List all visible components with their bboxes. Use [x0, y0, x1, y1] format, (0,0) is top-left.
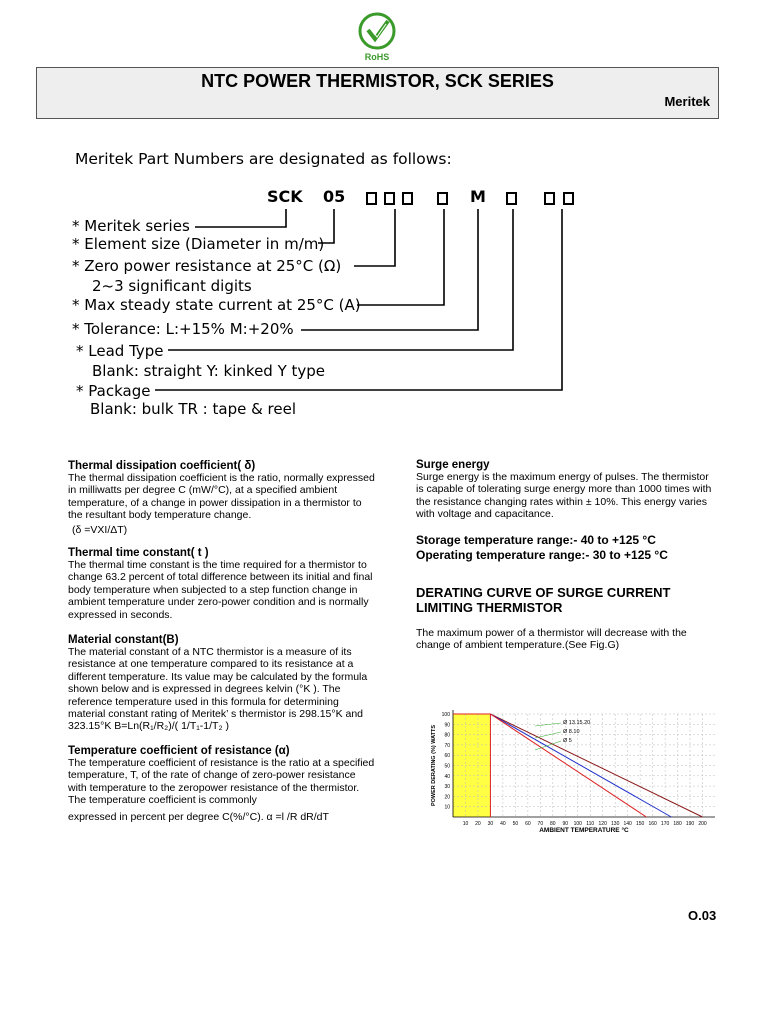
x-tick-label: 170	[660, 821, 670, 827]
surge-heading: Surge energy	[416, 459, 490, 471]
x-tick-label: 180	[673, 821, 682, 827]
y-tick-label: 70	[444, 742, 450, 749]
x-tick-label: 80	[550, 821, 556, 827]
item-package: * Package	[76, 382, 151, 400]
x-tick-label: 10	[462, 821, 469, 827]
temp-coeff-text: The temperature coefficient of resistance is the ratio at a specified temperature, T, of the rate of change of zero-power resistance with temperature to the zeropower resistance of the thermistor. The temperature coefficient is commonly	[68, 757, 375, 807]
item-tolerance: * Tolerance: L:+15% M:+20%	[72, 320, 294, 338]
item-max-current: * Max steady state current at 25°C (A)	[72, 296, 361, 314]
section-material	[68, 634, 376, 733]
section-time-constant	[68, 547, 376, 621]
page-title: NTC POWER THERMISTOR, SCK SERIES	[201, 71, 554, 91]
x-tick-label: 200	[698, 821, 707, 827]
item-lead-type: * Lead Type	[76, 342, 164, 360]
x-tick-label: 90	[562, 821, 569, 827]
derating-text: The maximum power of a thermistor will decrease with the change of ambient temperature.(See Fig.G)	[416, 627, 687, 652]
legend-leader	[535, 732, 561, 738]
legend-label: Ø 13.15.20	[563, 720, 591, 726]
item-lead-options: Blank: straight Y: kinked Y type	[92, 362, 326, 380]
y-tick-label: 10	[444, 804, 450, 811]
legend-label: Ø 5	[563, 738, 572, 744]
item-resistance: * Zero power resistance at 25°C (Ω)	[72, 257, 342, 275]
x-tick-label: 190	[685, 821, 695, 827]
temp-coeff-formula: expressed in percent per degree C(%/°C). α =l /R dR/dT	[68, 810, 329, 823]
x-tick-label: 150	[635, 821, 645, 827]
x-tick-label: 70	[537, 821, 544, 827]
y-axis-label: POWER DERATING (%) WATTS	[431, 724, 437, 807]
y-tick-label: 60	[444, 753, 450, 760]
rohs-label: RoHS	[364, 52, 390, 62]
operating-temperature: Operating temperature range:- 30 to +125 °C	[416, 548, 668, 562]
code-05: 05	[323, 187, 346, 206]
material-text: The material constant of a NTC thermistor is a measure of its resistance at one temperature compared to its resistance at a different temperature. Its value may be calculated by the formula shown below and is expressed in degrees kelvin (°K ). The reference temperature used in this formula for determining material constant rating of Meritek’ s thermistor is 298.15°K and 323.15°K B=Ln(R₁/R₂)/( 1/T₁-1/T₂ )	[68, 646, 368, 733]
x-tick-label: 30	[487, 821, 494, 827]
temp-coeff-heading: Temperature coefficient of resistance (α)	[68, 745, 290, 757]
x-tick-label: 120	[598, 821, 607, 827]
x-axis-label: AMBIENT TEMPERATURE °C	[539, 827, 629, 834]
y-tick-label: 40	[444, 773, 450, 780]
page-number: O.03	[688, 908, 717, 923]
section-temp-coefficient	[68, 745, 376, 823]
y-tick-label: 80	[444, 732, 450, 739]
x-tick-label: 130	[611, 821, 620, 827]
x-tick-label: 60	[525, 821, 531, 827]
brand-name: Meritek	[664, 94, 710, 109]
section-dissipation	[68, 460, 376, 536]
y-tick-label: 20	[444, 794, 450, 801]
x-tick-label: 160	[648, 821, 657, 827]
material-heading: Material constant(B)	[68, 634, 179, 646]
section-surge	[416, 459, 718, 521]
derating-heading: DERATING CURVE OF SURGE CURRENT LIMITING THERMISTOR	[416, 585, 671, 615]
dissipation-heading: Thermal dissipation coefficient( δ)	[68, 460, 256, 472]
legend-label: Ø 8.10	[563, 729, 580, 735]
y-tick-label: 50	[444, 763, 450, 770]
y-tick-label: 30	[444, 784, 450, 791]
x-tick-label: 50	[512, 821, 519, 827]
y-tick-label: 90	[444, 722, 450, 729]
surge-text: Surge energy is the maximum energy of pulses. The thermistor is capable of tolerating surge energy more than 1000 times with the resistance changing rates within ± 10%. This energy varies with voltage and capacitance.	[416, 471, 712, 521]
x-tick-label: 140	[623, 821, 632, 827]
dissipation-formula: (δ =VXI/ΔT)	[72, 523, 128, 536]
x-tick-label: 20	[475, 821, 481, 827]
item-series: * Meritek series	[72, 217, 190, 235]
item-package-options: Blank: bulk TR : tape & reel	[90, 400, 297, 418]
x-tick-label: 110	[586, 821, 595, 827]
code-m: M	[470, 187, 486, 206]
item-element-size: * Element size (Diameter in m/m)	[72, 235, 325, 253]
dissipation-text: The thermal dissipation coefficient is the ratio, normally expressed in milliwatts per degree C (mW/°C), at a specified ambient temperature, of a change in power dissipation in a thermistor to the resultant body temperature change.	[68, 472, 375, 522]
item-significant-digits: 2~3 significant digits	[92, 277, 252, 295]
x-tick-label: 100	[573, 821, 582, 827]
y-tick-label: 100	[441, 712, 450, 718]
x-tick-label: 40	[500, 821, 506, 827]
time-constant-text: The thermal time constant is the time required for a thermistor to change 63.2 percent of total difference between its initial and final body temperature when subjected to a step function change in ambient temperature under zero-power condition and is normally expressed in seconds.	[68, 559, 373, 621]
time-constant-heading: Thermal time constant( t )	[68, 547, 209, 559]
storage-temperature: Storage temperature range:- 40 to +125 °C	[416, 533, 656, 547]
code-sck: SCK	[267, 187, 303, 206]
part-number-intro: Meritek Part Numbers are designated as follows:	[75, 150, 452, 168]
derating-chart	[425, 700, 725, 840]
